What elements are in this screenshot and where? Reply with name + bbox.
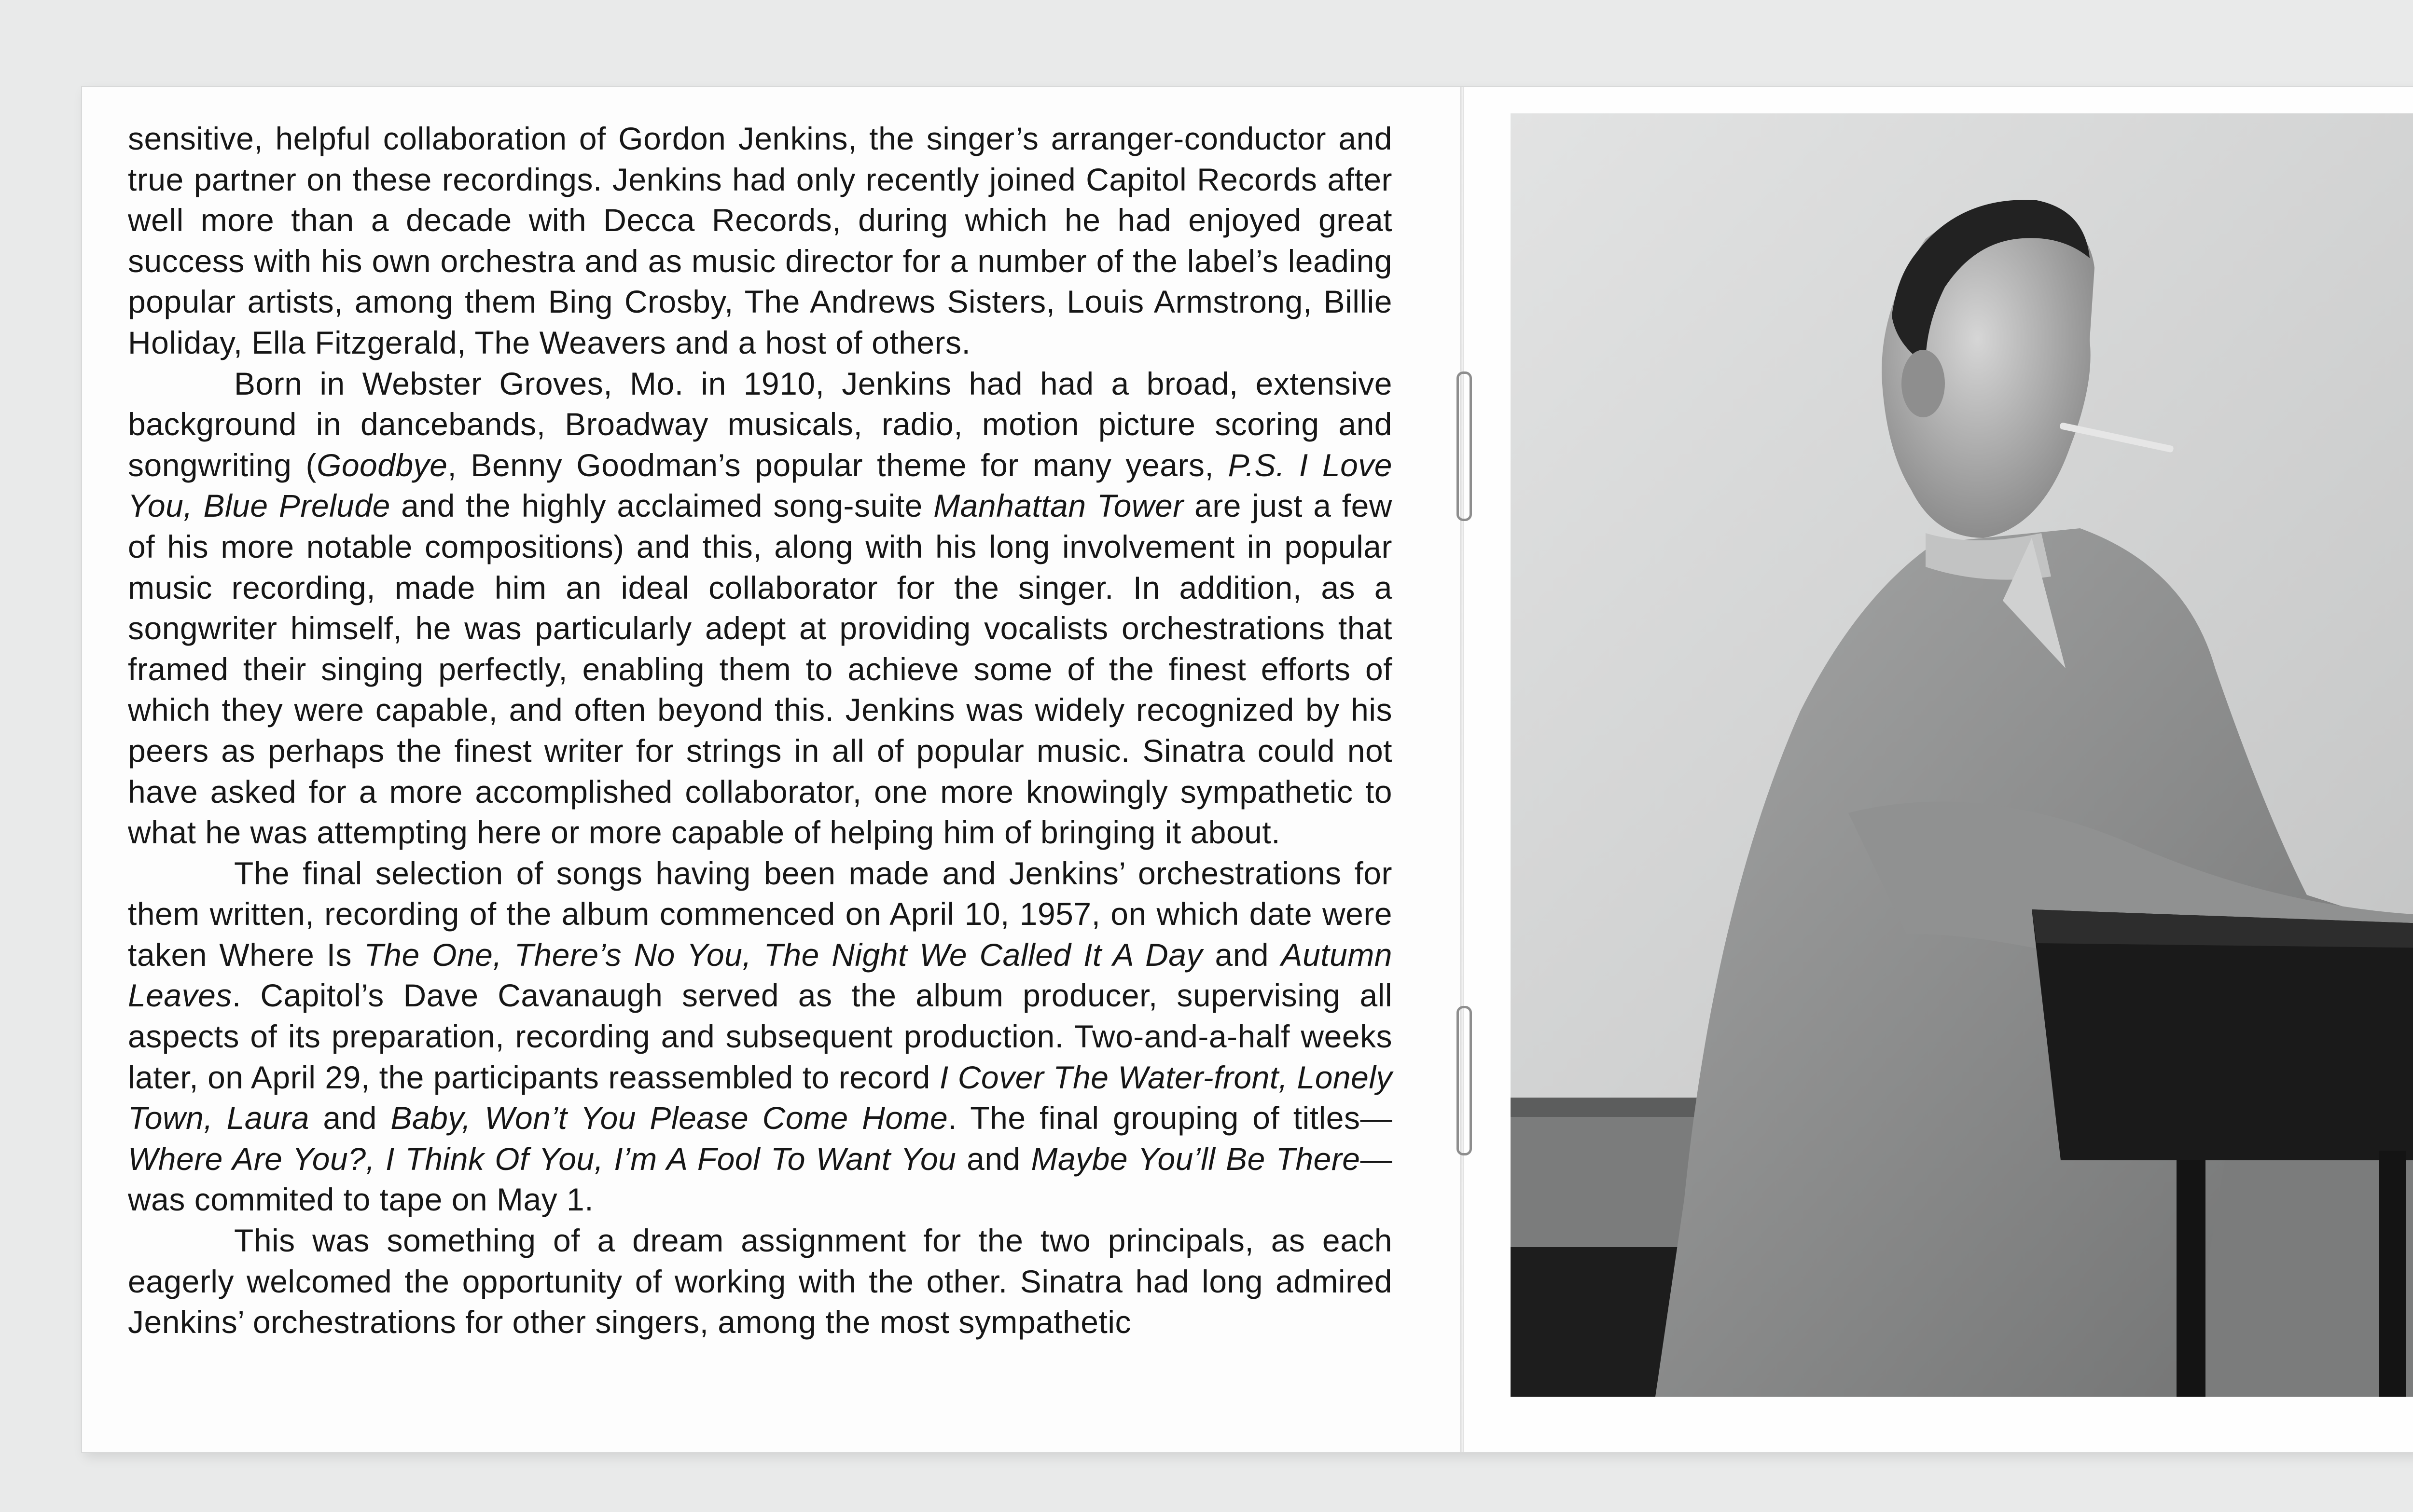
liner-paragraph-1 [128, 118, 1392, 363]
italic-title: Goodbye [317, 447, 448, 483]
text-run: The final selection of songs having been made and Jenkins’ orchestrations for them written, recording of the album commenced on April 10, 1957, on which date were taken Where Is [128, 855, 1392, 973]
text-run: This was something of a dream assignment for the two principals, as each eagerly welcomed the opportunity of working with the other. Sinatra had long admired Jenkins’ orchestrations for other singers, among the most sympathetic [128, 1223, 1392, 1340]
italic-title: Autumn Leaves [128, 936, 1393, 1014]
text-run: and [1203, 936, 1281, 973]
italic-title: Baby, Won’t You Please Come Home [390, 1100, 948, 1136]
booklet-spread [82, 87, 2413, 1452]
liner-paragraph-4 [128, 1220, 1392, 1343]
text-run: . Capitol’s Dave Cavanaugh served as the album producer, supervising all aspects of its preparation, recording and subsequent production. Two-and-a-half weeks later, on April 29, the participants reassembled to record [128, 977, 1392, 1095]
text-run: and [309, 1100, 391, 1136]
text-run: are just a few of his more notable compositions) and this, along with his long involvement in popular music recording, made him an ideal collaborator for the singer. In addition, as a songwriter himself, he was particularly adept at providing vocalists orchestrations that framed their singing perfectly, enabling them to achieve some of the finest efforts of which they were capable, and often beyond this. Jenkins was widely recognized by his peers as perhaps the finest writer for strings in all of popular music. Sinatra could not have asked for a more accomplished collaborator, one more knowingly sympathetic to what he was attempting here or more capable of helping him of bringing it about. [128, 488, 1392, 851]
staple-bottom [1456, 1006, 1472, 1155]
italic-title: The One, There’s No You, The Night We Called It A Day [364, 936, 1203, 973]
left-page [82, 87, 1462, 1452]
text-run: Born in Webster Groves, Mo. in 1910, Jenkins had had a broad, extensive background in dancebands, Broadway musicals, radio, motion picture scoring and songwriting ( [128, 365, 1392, 483]
text-run: . The final grouping of titles— [948, 1100, 1392, 1136]
booklet-spine [1460, 87, 1464, 1452]
text-run: and the highly acclaimed song-suite [390, 488, 934, 524]
liner-paragraph-3 [128, 853, 1392, 1220]
liner-paragraph-2 [128, 363, 1392, 853]
italic-title: P.S. I Love You, Blue Prelude [128, 447, 1393, 524]
liner-notes-text [128, 118, 1392, 1343]
text-run: , Benny Goodman’s popular theme for many years, [447, 447, 1228, 483]
text-run: and [956, 1141, 1031, 1177]
photo-frame [1511, 113, 2413, 1397]
italic-title: Where Are You?, I Think Of You, I’m A Fool To Want You [128, 1141, 957, 1177]
text-run: —was commited to tape on May 1. [128, 1141, 1393, 1218]
staple-top [1456, 371, 1472, 521]
italic-title: I Cover The Water-front, Lonely Town, Laura [128, 1059, 1392, 1136]
text-run: sensitive, helpful collaboration of Gordon Jenkins, the singer’s arranger-conductor and true partner on these recordings. Jenkins had only recently joined Capitol Records after well more than a decade with Decca Records, during which he had enjoyed great success with his own orchestra and as music director for a number of the label’s leading popular artists, among them Bing Crosby, The Andrews Sisters, Louis Armstrong, Billie Holiday, Ella Fitzgerald, The Weavers and a host of others. [128, 121, 1392, 360]
studio-photograph [1511, 113, 2413, 1397]
italic-title: Manhattan Tower [933, 488, 1184, 524]
italic-title: Maybe You’ll Be There [1031, 1141, 1360, 1177]
